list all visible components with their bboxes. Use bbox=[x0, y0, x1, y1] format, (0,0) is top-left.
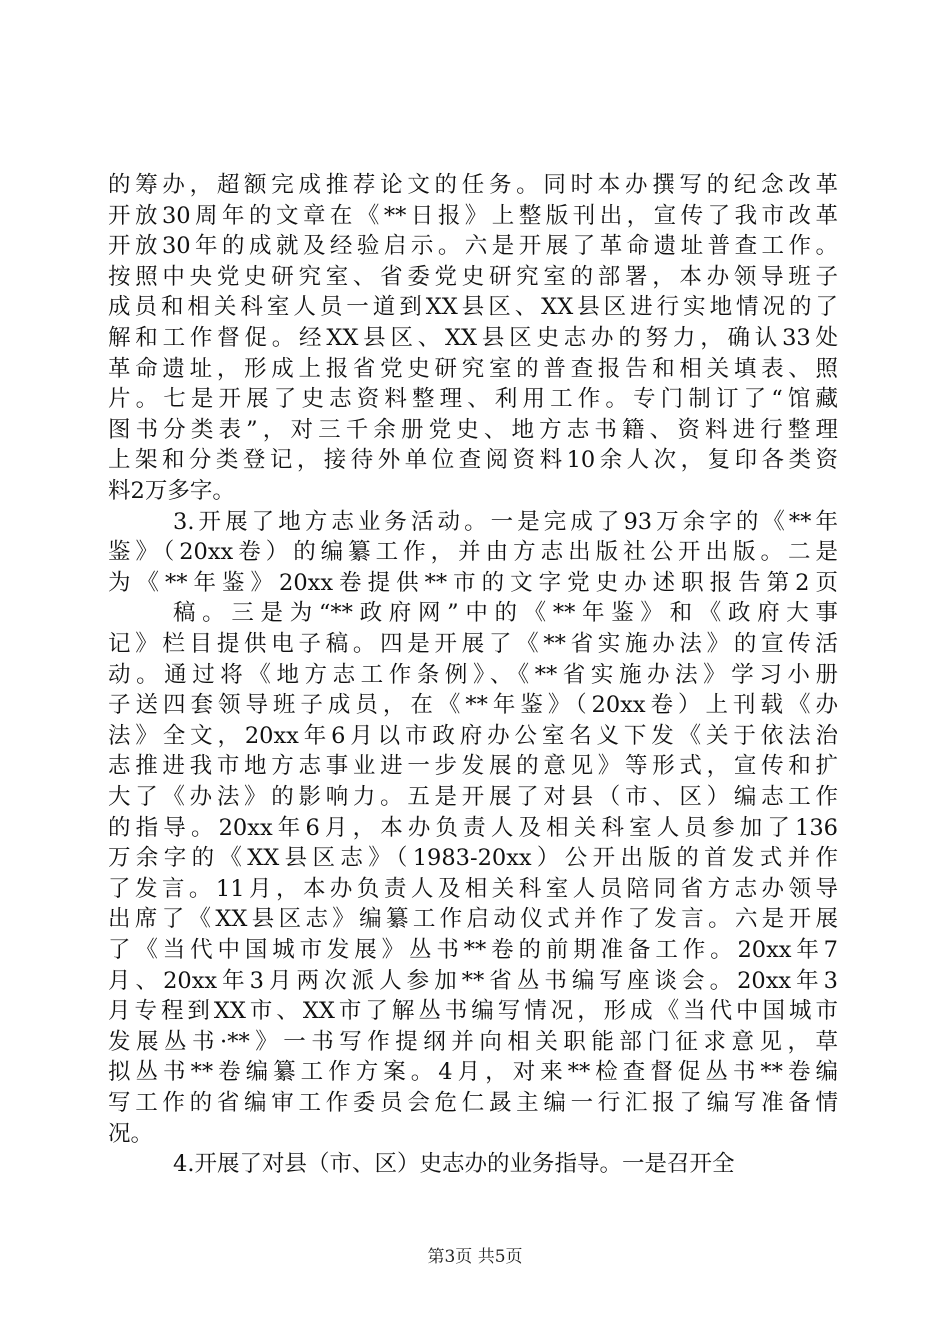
text-line: 况。 bbox=[108, 1120, 154, 1147]
text-line: 出席了《XX县区志》编纂工作启动仪式并作了发言。六是开展 bbox=[108, 906, 838, 933]
page-number-footer: 第3页 共5页 bbox=[427, 1247, 523, 1267]
text-line: 革命遗址，形成上报省党史研究室的普查报告和相关填表、照 bbox=[108, 355, 838, 382]
text-line: 图书分类表”，对三千余册党史、地方志书籍、资料进行整理 bbox=[108, 416, 838, 443]
text-line: 万余字的《XX县区志》（1983-20xx）公开出版的首发式并作 bbox=[108, 845, 838, 872]
text-line: 解和工作督促。经XX县区、XX县区史志办的努力，确认33处 bbox=[108, 325, 838, 351]
text-line: 月、20xx年3月两次派人参加**省丛书编写座谈会。20xx年3 bbox=[108, 967, 838, 994]
text-line: 开放30年的成就及经验启示。六是开展了革命遗址普查工作。 bbox=[108, 233, 838, 260]
text-line: 记》栏目提供电子稿。四是开展了《**省实施办法》的宣传活 bbox=[108, 631, 838, 657]
text-line: 月专程到XX市、XX市了解丛书编写情况，形成《当代中国城市 bbox=[108, 998, 838, 1025]
paragraph-start-line: 3.开展了地方志业务活动。一是完成了93万余字的《**年 bbox=[173, 508, 838, 535]
text-line: 了发言。11月，本办负责人及相关科室人员陪同省方志办领导 bbox=[108, 875, 838, 902]
text-line: 开放30周年的文章在《**日报》上整版刊出，宣传了我市改革 bbox=[108, 202, 838, 229]
text-line: 拟丛书**卷编纂工作方案。4月，对来**检查督促丛书**卷编 bbox=[108, 1059, 838, 1086]
text-line: 发展丛书·**》一书写作提纲并向相关职能部门征求意见，草 bbox=[108, 1028, 838, 1055]
paragraph-start-line: 4.开展了对县（市、区）史志办的业务指导。一是召开全 bbox=[173, 1151, 735, 1178]
text-line: 志推进我市地方志事业进一步发展的意见》等形式，宣传和扩 bbox=[108, 753, 838, 780]
text-line: 法》全文，20xx年6月以市政府办公室名义下发《关于依法治 bbox=[108, 722, 838, 749]
text-line: 按照中央党史研究室、省委党史研究室的部署，本办领导班子 bbox=[108, 263, 838, 290]
text-line: 的筹办，超额完成推荐论文的任务。同时本办撰写的纪念改革 bbox=[108, 172, 838, 198]
text-line: 的指导。20xx年6月，本办负责人及相关科室人员参加了136 bbox=[108, 814, 838, 841]
text-line: 上架和分类登记，接待外单位查阅资料10余人次，复印各类资 bbox=[108, 447, 838, 474]
text-line: 子送四套领导班子成员，在《**年鉴》（20xx卷）上刊载《办 bbox=[108, 692, 838, 719]
text-line: 稿。三是为“**政府网”中的《**年鉴》和《政府大事 bbox=[173, 600, 838, 627]
text-line: 料2万多字。 bbox=[108, 478, 235, 504]
text-line: 大了《办法》的影响力。五是开展了对县（市、区）编志工作 bbox=[108, 784, 838, 810]
text-line: 成员和相关科室人员一道到XX县区、XX县区进行实地情况的了 bbox=[108, 294, 838, 321]
text-line: 了《当代中国城市发展》丛书**卷的前期准备工作。20xx年7 bbox=[108, 937, 838, 963]
text-line: 动。通过将《地方志工作条例》、《**省实施办法》学习小册 bbox=[108, 661, 838, 688]
text-line: 为《**年鉴》20xx卷提供**市的文字党史办述职报告第2页 bbox=[108, 569, 838, 596]
text-line: 写工作的省编审工作委员会危仁晸主编一行汇报了编写准备情 bbox=[108, 1090, 838, 1116]
text-line: 鉴》（20xx卷）的编纂工作，并由方志出版社公开出版。二是 bbox=[108, 539, 838, 566]
text-line: 片。七是开展了史志资料整理、利用工作。专门制订了“馆藏 bbox=[108, 386, 838, 413]
